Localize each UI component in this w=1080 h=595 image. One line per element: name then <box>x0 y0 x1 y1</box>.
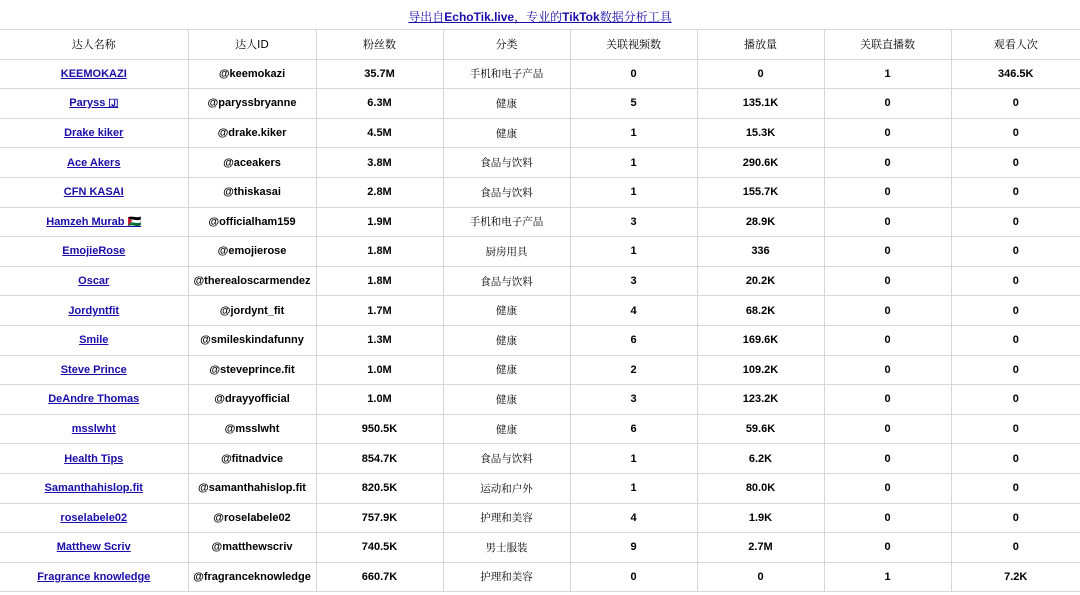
category-cell: 健康 <box>443 296 570 326</box>
related-lives-cell: 0 <box>824 237 951 267</box>
table-row <box>0 385 1080 415</box>
table-row <box>0 177 1080 207</box>
col-header-related-videos: 关联视频数 <box>570 30 697 60</box>
creator-name-link[interactable]: Steve Prince <box>60 363 127 376</box>
views-cell: 68.2K <box>697 296 824 326</box>
followers-cell: 1.9M <box>316 207 443 237</box>
related-lives-cell: 0 <box>824 325 951 355</box>
followers-cell: 820.5K <box>316 473 443 503</box>
category-cell: 食品与饮料 <box>443 177 570 207</box>
creator-id-cell: @jordynt_fit <box>188 296 316 326</box>
table-row <box>0 355 1080 385</box>
views-cell: 6.2K <box>697 444 824 474</box>
creator-name-link[interactable]: Paryss 🇯 <box>69 96 119 109</box>
category-cell: 健康 <box>443 118 570 148</box>
table-row <box>0 266 1080 296</box>
followers-cell: 660.7K <box>316 562 443 592</box>
category-cell: 护理和美容 <box>443 562 570 592</box>
creator-name-link[interactable]: DeAndre Thomas <box>48 393 140 406</box>
creator-id-cell: @drake.kiker <box>188 118 316 148</box>
views-cell: 0 <box>697 59 824 89</box>
creator-name-link[interactable]: Health Tips <box>64 452 124 465</box>
creator-id-cell: @steveprince.fit <box>188 355 316 385</box>
related-lives-cell: 0 <box>824 533 951 563</box>
followers-cell: 6.3M <box>316 89 443 119</box>
creator-name-link[interactable]: Ace Akers <box>67 156 121 169</box>
related-lives-cell: 0 <box>824 355 951 385</box>
creator-name-cell <box>0 89 188 119</box>
creator-id-cell: @roselabele02 <box>188 503 316 533</box>
followers-cell: 1.3M <box>316 325 443 355</box>
related-videos-cell: 1 <box>570 148 697 178</box>
views-cell: 169.6K <box>697 325 824 355</box>
views-cell: 1.9K <box>697 503 824 533</box>
views-cell: 28.9K <box>697 207 824 237</box>
followers-cell: 1.0M <box>316 355 443 385</box>
category-cell: 护理和美容 <box>443 503 570 533</box>
views-cell: 15.3K <box>697 118 824 148</box>
creator-id-cell: @samanthahislop.fit <box>188 473 316 503</box>
category-cell: 运动和户外 <box>443 473 570 503</box>
followers-cell: 2.8M <box>316 177 443 207</box>
category-cell: 健康 <box>443 385 570 415</box>
related-lives-cell: 0 <box>824 177 951 207</box>
creator-name-link[interactable]: CFN KASAI <box>63 186 124 199</box>
creator-id-cell: @smileskindafunny <box>188 325 316 355</box>
views-cell: 155.7K <box>697 177 824 207</box>
category-cell: 男士服装 <box>443 533 570 563</box>
views-cell: 290.6K <box>697 148 824 178</box>
creator-name-cell <box>0 414 188 444</box>
creator-id-cell: @fragranceknowledge <box>188 562 316 592</box>
creator-id-cell: @therealoscarmendez <box>188 266 316 296</box>
creator-id-cell: @aceakers <box>188 148 316 178</box>
related-lives-cell: 0 <box>824 444 951 474</box>
related-lives-cell: 0 <box>824 414 951 444</box>
creator-name-link[interactable]: Matthew Scriv <box>56 541 131 554</box>
watchers-cell: 0 <box>951 355 1080 385</box>
table-row <box>0 533 1080 563</box>
related-videos-cell: 1 <box>570 177 697 207</box>
table-row <box>0 59 1080 89</box>
related-videos-cell: 6 <box>570 325 697 355</box>
category-cell: 健康 <box>443 89 570 119</box>
related-videos-cell: 1 <box>570 473 697 503</box>
creator-name-cell <box>0 385 188 415</box>
watchers-cell: 0 <box>951 533 1080 563</box>
related-lives-cell: 0 <box>824 118 951 148</box>
followers-cell: 1.7M <box>316 296 443 326</box>
category-cell: 手机和电子产品 <box>443 59 570 89</box>
watchers-cell: 0 <box>951 325 1080 355</box>
followers-cell: 950.5K <box>316 414 443 444</box>
creator-name-link[interactable]: Drake kiker <box>64 127 124 140</box>
creator-name-link[interactable]: Jordyntfit <box>68 304 120 317</box>
followers-cell: 3.8M <box>316 148 443 178</box>
watchers-cell: 0 <box>951 473 1080 503</box>
creator-name-cell <box>0 473 188 503</box>
col-header-watchers: 观看人次 <box>951 30 1080 60</box>
related-videos-cell: 3 <box>570 266 697 296</box>
creator-name-link[interactable]: Hamzeh Murab 🇵🇸 <box>46 216 142 229</box>
related-lives-cell: 0 <box>824 473 951 503</box>
creator-id-cell: @msslwht <box>188 414 316 444</box>
watchers-cell: 0 <box>951 207 1080 237</box>
creator-id-cell: @paryssbryanne <box>188 89 316 119</box>
followers-cell: 35.7M <box>316 59 443 89</box>
creator-name-cell <box>0 533 188 563</box>
table-row <box>0 562 1080 592</box>
views-cell: 59.6K <box>697 414 824 444</box>
watchers-cell: 346.5K <box>951 59 1080 89</box>
creator-name-cell <box>0 325 188 355</box>
creator-name-link[interactable]: roselabele02 <box>60 511 128 524</box>
views-cell: 109.2K <box>697 355 824 385</box>
creator-name-cell <box>0 266 188 296</box>
related-lives-cell: 0 <box>824 385 951 415</box>
table-row <box>0 148 1080 178</box>
creator-name-link[interactable]: EmojieRose <box>62 245 126 258</box>
creator-name-link[interactable]: Samanthahislop.fit <box>44 482 143 495</box>
views-cell: 2.7M <box>697 533 824 563</box>
col-header-related-lives: 关联直播数 <box>824 30 951 60</box>
related-videos-cell: 4 <box>570 503 697 533</box>
creator-name-cell <box>0 503 188 533</box>
followers-cell: 4.5M <box>316 118 443 148</box>
followers-cell: 1.8M <box>316 237 443 267</box>
creator-name-cell <box>0 444 188 474</box>
followers-cell: 757.9K <box>316 503 443 533</box>
table-row <box>0 296 1080 326</box>
views-cell: 80.0K <box>697 473 824 503</box>
table-header-row <box>0 30 1080 60</box>
creator-name-cell <box>0 118 188 148</box>
followers-cell: 854.7K <box>316 444 443 474</box>
related-videos-cell: 1 <box>570 118 697 148</box>
watchers-cell: 0 <box>951 177 1080 207</box>
creator-name-cell <box>0 562 188 592</box>
category-cell: 健康 <box>443 355 570 385</box>
creator-id-cell: @officialham159 <box>188 207 316 237</box>
creator-id-cell: @matthewscriv <box>188 533 316 563</box>
followers-cell: 1.0M <box>316 385 443 415</box>
related-videos-cell: 9 <box>570 533 697 563</box>
creator-name-link[interactable]: Smile <box>79 334 109 347</box>
related-videos-cell: 3 <box>570 385 697 415</box>
related-lives-cell: 0 <box>824 89 951 119</box>
col-header-creator-id: 达人ID <box>188 30 316 60</box>
creator-name-cell <box>0 59 188 89</box>
table-row <box>0 118 1080 148</box>
watchers-cell: 7.2K <box>951 562 1080 592</box>
category-cell: 厨房用具 <box>443 237 570 267</box>
col-header-followers: 粉丝数 <box>316 30 443 60</box>
creator-id-cell: @fitnadvice <box>188 444 316 474</box>
related-lives-cell: 0 <box>824 148 951 178</box>
related-videos-cell: 2 <box>570 355 697 385</box>
col-header-creator-name: 达人名称 <box>0 30 188 60</box>
creator-name-link[interactable]: KEEMOKAZI <box>60 67 127 80</box>
related-lives-cell: 0 <box>824 207 951 237</box>
watchers-cell: 0 <box>951 385 1080 415</box>
related-videos-cell: 4 <box>570 296 697 326</box>
table-row <box>0 207 1080 237</box>
watchers-cell: 0 <box>951 296 1080 326</box>
creator-name-cell <box>0 237 188 267</box>
table-row <box>0 503 1080 533</box>
creator-name-link[interactable]: Fragrance knowledge <box>37 570 151 583</box>
col-header-category: 分类 <box>443 30 570 60</box>
watchers-cell: 0 <box>951 444 1080 474</box>
table-row <box>0 325 1080 355</box>
creator-name-cell <box>0 207 188 237</box>
views-cell: 336 <box>697 237 824 267</box>
creator-name-cell <box>0 177 188 207</box>
watchers-cell: 0 <box>951 89 1080 119</box>
creator-name-cell <box>0 296 188 326</box>
creator-name-cell <box>0 355 188 385</box>
category-cell: 食品与饮料 <box>443 444 570 474</box>
table-row <box>0 414 1080 444</box>
watchers-cell: 0 <box>951 503 1080 533</box>
category-cell: 健康 <box>443 325 570 355</box>
related-videos-cell: 1 <box>570 444 697 474</box>
table-row <box>0 473 1080 503</box>
table-row <box>0 89 1080 119</box>
category-cell: 食品与饮料 <box>443 266 570 296</box>
related-lives-cell: 1 <box>824 562 951 592</box>
export-source-link[interactable]: 导出自EchoTik.live，专业的TikTok数据分析工具 <box>408 10 672 24</box>
watchers-cell: 0 <box>951 118 1080 148</box>
watchers-cell: 0 <box>951 237 1080 267</box>
watchers-cell: 0 <box>951 148 1080 178</box>
creator-name-link[interactable]: msslwht <box>71 423 116 436</box>
creator-id-cell: @emojierose <box>188 237 316 267</box>
followers-cell: 1.8M <box>316 266 443 296</box>
related-lives-cell: 1 <box>824 59 951 89</box>
export-banner <box>0 0 1080 29</box>
related-videos-cell: 6 <box>570 414 697 444</box>
related-videos-cell: 5 <box>570 89 697 119</box>
creator-id-cell: @thiskasai <box>188 177 316 207</box>
category-cell: 手机和电子产品 <box>443 207 570 237</box>
category-cell: 健康 <box>443 414 570 444</box>
table-row <box>0 237 1080 267</box>
table-row <box>0 444 1080 474</box>
col-header-views: 播放量 <box>697 30 824 60</box>
views-cell: 0 <box>697 562 824 592</box>
watchers-cell: 0 <box>951 266 1080 296</box>
views-cell: 20.2K <box>697 266 824 296</box>
related-lives-cell: 0 <box>824 266 951 296</box>
creator-id-cell: @keemokazi <box>188 59 316 89</box>
watchers-cell: 0 <box>951 414 1080 444</box>
related-videos-cell: 0 <box>570 59 697 89</box>
creator-name-cell <box>0 148 188 178</box>
related-videos-cell: 0 <box>570 562 697 592</box>
followers-cell: 740.5K <box>316 533 443 563</box>
related-videos-cell: 3 <box>570 207 697 237</box>
related-videos-cell: 1 <box>570 237 697 267</box>
creator-name-link[interactable]: Oscar <box>78 275 110 288</box>
views-cell: 123.2K <box>697 385 824 415</box>
views-cell: 135.1K <box>697 89 824 119</box>
category-cell: 食品与饮料 <box>443 148 570 178</box>
creator-table <box>0 29 1080 592</box>
related-lives-cell: 0 <box>824 503 951 533</box>
creator-id-cell: @drayyofficial <box>188 385 316 415</box>
related-lives-cell: 0 <box>824 296 951 326</box>
